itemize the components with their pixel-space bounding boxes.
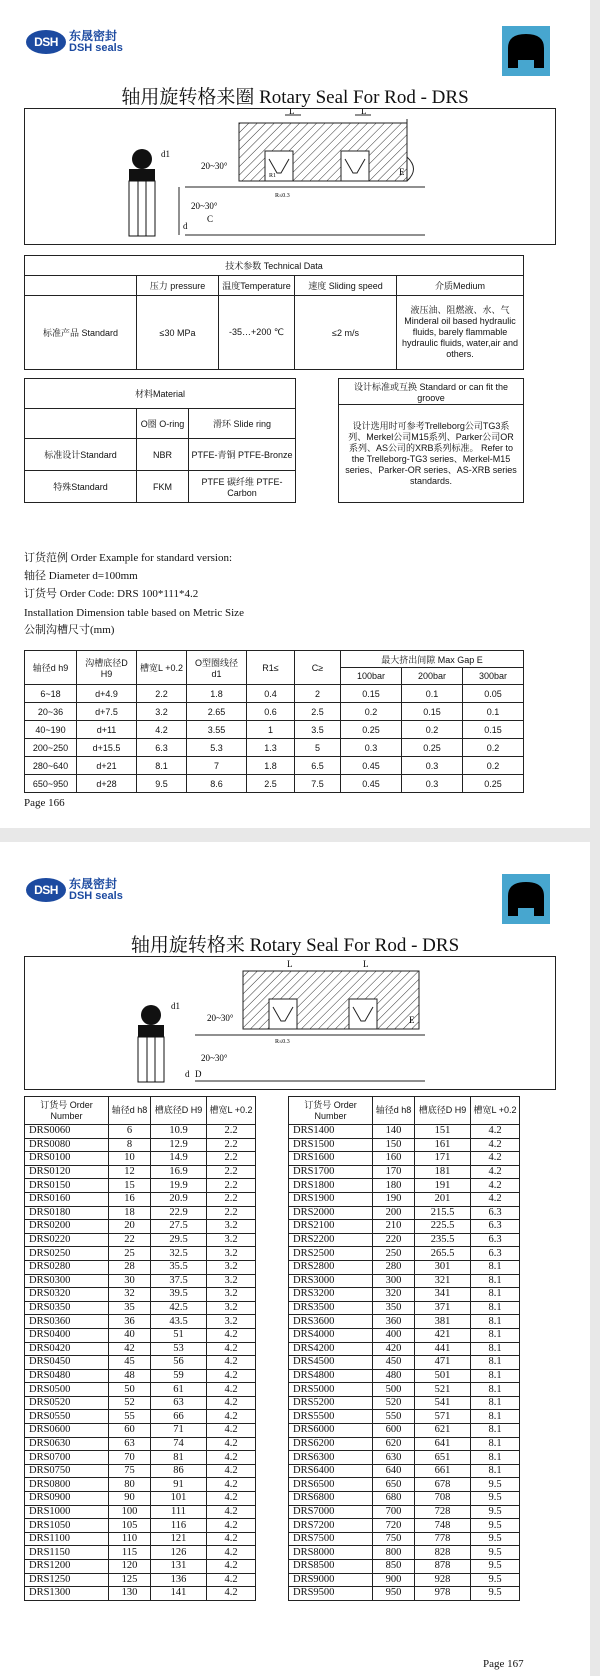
- table-row: DRS0360 36 43.5 3.2: [25, 1315, 256, 1329]
- table-row: DRS4800 480 501 8.1: [289, 1369, 520, 1383]
- dimension-table: 轴径d h9 沟槽底径D H9 槽宽L +0.2 O型圈线径 d1 R1≤ C≥ 最大挤出间隙 Max Gap E 100bar 200bar 300bar 6~18 d+4.9 2.2 1.8 0.4 2 0.15 0.1 0.05 20~36 d+7.5 3.2 2.65 0.6 2.5 0.2 0.15 0.1 40~190 d+11 4.2 3.55 1 3.5 0.25 0.2 0.15 200~250 d+15.5 6.3 5.3 1.3 5 0.3 0.25 0.2 280~640 d+21 8.1 7 1.8 6.5 0.45 0.3 0.2 650~950 d+28 9.5 8.6 2.5 7.5 0.45 0.3 0.25: [24, 650, 524, 793]
- table-row: DRS4200 420 441 8.1: [289, 1342, 520, 1356]
- svg-text:20~30°: 20~30°: [201, 1053, 228, 1063]
- table-row: DRS7000 700 728 9.5: [289, 1505, 520, 1519]
- table-row: DRS5000 500 521 8.1: [289, 1383, 520, 1397]
- order-table-right: 订货号 Order Number 轴径d h8 槽底径D H9 槽宽L +0.2 DRS1400 140 151 4.2 DRS1500 150 161 4.2 DRS1600 160 171 4.2 DRS1700 170 181 4.2 DRS1800 180 191 4.2 DRS1900 190 201 4.2 DRS2000 200 215.5 6.3 DRS2100 210 225.5 6.3 DRS2200 220 235.5 6.3 DRS2500 250 265.5 6.3 DRS2800 280 301 8.1 DRS3000 300 321 8.1 DRS3200 320 341 8.1 DRS3500 350 371 8.1 DRS3600 360 381 8.1 DRS4000 400 421 8.1 DRS4200 420 441 8.1 DRS4500 450 471 8.1 DRS4800 480 501 8.1 DRS5000 500 521 8.1 DRS5200 520 541 8.1 DRS5500 550 571 8.1 DRS6000 600 621 8.1 DRS6200 620 641 8.1 DRS6300 630 651 8.1 DRS6400 640 661 8.1 DRS6500 650 678 9.5 DRS6800 680 708 9.5 DRS7000 700 728 9.5 DRS7200 720 748 9.5 DRS7500 750 778 9.5 DRS8000 800 828 9.5 DRS8500 850 878 9.5 DRS9000 900 928 9.5 DRS9500 950 978 9.5: [288, 1096, 520, 1601]
- table-row: DRS1700 170 181 4.2: [289, 1165, 520, 1179]
- page-title: 轴用旋转格来圈 Rotary Seal For Rod - DRS: [121, 87, 469, 108]
- table-row: DRS6300 630 651 8.1: [289, 1451, 520, 1465]
- table-row: DRS1050 105 116 4.2: [25, 1519, 256, 1533]
- table-row: DRS0280 28 35.5 3.2: [25, 1260, 256, 1274]
- dimension-row: 40~190 d+11 4.2 3.55 1 3.5 0.25 0.2 0.15: [25, 721, 524, 739]
- standards-table: 设计标准或互换 Standard or can fit the groove 设计选用时可参考Trelleborg公司TG3系列、Merkel公司M15系列、Parker公司OR系列、AS公司的XRB系列标准。 Refer to the Trelleborg-TG3 series、Merkel-M15 series、Parker-OR series、AS-XRB series standards.: [338, 378, 524, 503]
- svg-text:d: d: [185, 1069, 190, 1079]
- page-number: Page 166: [24, 797, 65, 809]
- table-row: DRS5500 550 571 8.1: [289, 1410, 520, 1424]
- table-row: DRS0450 45 56 4.2: [25, 1356, 256, 1370]
- table-row: DRS1150 115 126 4.2: [25, 1546, 256, 1560]
- table-row: DRS8500 850 878 9.5: [289, 1560, 520, 1574]
- table-row: DRS0160 16 20.9 2.2: [25, 1192, 256, 1206]
- label-d: d: [183, 221, 188, 231]
- dimension-row: 650~950 d+28 9.5 8.6 2.5 7.5 0.45 0.3 0.25: [25, 775, 524, 793]
- table-row: DRS7500 750 778 9.5: [289, 1532, 520, 1546]
- table-row: DRS2800 280 301 8.1: [289, 1260, 520, 1274]
- table-row: DRS0250 25 32.5 3.2: [25, 1247, 256, 1261]
- table-row: DRS3200 320 341 8.1: [289, 1288, 520, 1302]
- catalog-page-167: [0, 842, 590, 1676]
- order-table-left: 订货号 Order Number 轴径d h8 槽底径D H9 槽宽L +0.2 DRS0060 6 10.9 2.2 DRS0080 8 12.9 2.2 DRS0100 10 14.9 2.2 DRS0120 12 16.9 2.2 DRS0150 15 19.9 2.2 DRS0160 16 20.9 2.2 DRS0180 18 22.9 2.2 DRS0200 20 27.5 3.2 DRS0220 22 29.5 3.2 DRS0250 25 32.5 3.2 DRS0280 28 35.5 3.2 DRS0300 30 37.5 3.2 DRS0320 32 39.5 3.2 DRS0350 35 42.5 3.2 DRS0360 36 43.5 3.2 DRS0400 40 51 4.2 DRS0420 42 53 4.2 DRS0450 45 56 4.2 DRS0480 48 59 4.2 DRS0500 50 61 4.2 DRS0520 52 63 4.2 DRS0550 55 66 4.2 DRS0600 60 71 4.2 DRS0630 63 74 4.2 DRS0700 70 81 4.2 DRS0750 75 86 4.2 DRS0800 80 91 4.2 DRS0900 90 101 4.2 DRS1000 100 111 4.2 DRS1050 105 116 4.2 DRS1100 110 121 4.2 DRS1150 115 126 4.2 DRS1200 120 131 4.2 DRS1250 125 136 4.2 DRS1300 130 141 4.2: [24, 1096, 256, 1601]
- logo-oval: DSH: [26, 30, 66, 54]
- seal-drawing: [24, 108, 556, 245]
- svg-text:D: D: [195, 1069, 202, 1079]
- table-row: DRS0080 8 12.9 2.2: [25, 1138, 256, 1152]
- table-row: DRS3000 300 321 8.1: [289, 1274, 520, 1288]
- dimension-row: 200~250 d+15.5 6.3 5.3 1.3 5 0.3 0.25 0.2: [25, 739, 524, 757]
- dsh-logo: DSH 东晟密封 DSH seals: [26, 878, 123, 902]
- svg-text:E: E: [409, 1015, 415, 1025]
- brand-cn: 东晟密封: [69, 29, 118, 43]
- table-row: DRS0100 10 14.9 2.2: [25, 1152, 256, 1166]
- table-row: DRS1000 100 111 4.2: [25, 1505, 256, 1519]
- brand-en: DSH seals: [69, 42, 123, 54]
- table-row: DRS3600 360 381 8.1: [289, 1315, 520, 1329]
- table-row: DRS0630 63 74 4.2: [25, 1437, 256, 1451]
- table-row: DRS6800 680 708 9.5: [289, 1492, 520, 1506]
- table-row: DRS1200 120 131 4.2: [25, 1560, 256, 1574]
- o-ring-section: [132, 149, 152, 169]
- table-row: DRS0480 48 59 4.2: [25, 1369, 256, 1383]
- dimension-row: 280~640 d+21 8.1 7 1.8 6.5 0.45 0.3 0.2: [25, 757, 524, 775]
- page-title: 轴用旋转格来 Rotary Seal For Rod - DRS: [130, 935, 460, 956]
- table-row: DRS7200 720 748 9.5: [289, 1519, 520, 1533]
- label-d1: d1: [161, 149, 170, 159]
- table-row: DRS2100 210 225.5 6.3: [289, 1220, 520, 1234]
- table-row: DRS1600 160 171 4.2: [289, 1152, 520, 1166]
- table-row: DRS0800 80 91 4.2: [25, 1478, 256, 1492]
- catalog-page-166: [0, 0, 590, 828]
- table-row: DRS0400 40 51 4.2: [25, 1328, 256, 1342]
- table-row: DRS3500 350 371 8.1: [289, 1301, 520, 1315]
- tech-title: 技术参数 Technical Data: [25, 256, 524, 276]
- svg-text:L: L: [363, 959, 369, 969]
- table-row: DRS0500 50 61 4.2: [25, 1383, 256, 1397]
- table-row: DRS2200 220 235.5 6.3: [289, 1233, 520, 1247]
- seal-drawing: [24, 956, 556, 1090]
- page-number: Page 167: [483, 1658, 524, 1670]
- install-heading: Installation Dimension table based on Metric Size 公制沟槽尺寸(mm): [24, 607, 244, 636]
- label-R1: R1: [269, 173, 277, 179]
- label-C: C: [207, 214, 214, 224]
- table-row: DRS0700 70 81 4.2: [25, 1451, 256, 1465]
- table-row: DRS1100 110 121 4.2: [25, 1532, 256, 1546]
- dimension-row: 20~36 d+7.5 3.2 2.65 0.6 2.5 0.2 0.15 0.1: [25, 703, 524, 721]
- table-row: DRS5200 520 541 8.1: [289, 1396, 520, 1410]
- table-row: DRS0320 32 39.5 3.2: [25, 1288, 256, 1302]
- svg-text:L: L: [361, 109, 367, 116]
- table-row: DRS0220 22 29.5 3.2: [25, 1233, 256, 1247]
- table-row: DRS0520 52 63 4.2: [25, 1396, 256, 1410]
- table-row: DRS1400 140 151 4.2: [289, 1125, 520, 1139]
- table-row: DRS0420 42 53 4.2: [25, 1342, 256, 1356]
- table-row: DRS2000 200 215.5 6.3: [289, 1206, 520, 1220]
- table-row: DRS0060 6 10.9 2.2: [25, 1125, 256, 1139]
- table-row: DRS9500 950 978 9.5: [289, 1587, 520, 1601]
- label-E: E: [399, 167, 405, 177]
- svg-text:L: L: [287, 959, 293, 969]
- table-row: DRS0200 20 27.5 3.2: [25, 1220, 256, 1234]
- label-angle2: 20~30°: [191, 201, 218, 211]
- table-row: DRS6400 640 661 8.1: [289, 1464, 520, 1478]
- table-row: DRS0600 60 71 4.2: [25, 1424, 256, 1438]
- table-row: DRS6000 600 621 8.1: [289, 1424, 520, 1438]
- table-row: DRS1900 190 201 4.2: [289, 1192, 520, 1206]
- table-row: DRS1500 150 161 4.2: [289, 1138, 520, 1152]
- label-R: R≤0.3: [275, 193, 290, 199]
- seal-profile-icon: [502, 26, 550, 76]
- table-row: DRS4500 450 471 8.1: [289, 1356, 520, 1370]
- table-row: DRS0350 35 42.5 3.2: [25, 1301, 256, 1315]
- table-row: DRS1800 180 191 4.2: [289, 1179, 520, 1193]
- table-row: DRS6200 620 641 8.1: [289, 1437, 520, 1451]
- table-row: DRS1300 130 141 4.2: [25, 1587, 256, 1601]
- tech-data-table: 技术参数 Technical Data 压力 pressure 温度Temperature 速度 Sliding speed 介质Medium 标准产品 Standard ≤30 MPa -35…+200 ℃ ≤2 m/s 液压油、阻燃液、水、气 Minderal oil based hydraulic fluids, barely flammable hydraulic fluids, water,air and others.: [24, 255, 524, 370]
- material-table: 材料Material O圈 O-ring 滑环 Slide ring 标准设计Standard NBR PTFE-青铜 PTFE-Bronze 特殊Standard FKM PTFE 碳纤维 PTFE-Carbon: [24, 378, 296, 503]
- table-row: DRS2500 250 265.5 6.3: [289, 1247, 520, 1261]
- table-row: DRS1250 125 136 4.2: [25, 1573, 256, 1587]
- dimension-row: 6~18 d+4.9 2.2 1.8 0.4 2 0.15 0.1 0.05: [25, 685, 524, 703]
- medium-cell: 液压油、阻燃液、水、气 Minderal oil based hydraulic fluids, barely flammable hydraulic fluids, water,air and others.: [397, 296, 524, 370]
- table-row: DRS0120 12 16.9 2.2: [25, 1165, 256, 1179]
- table-row: DRS0150 15 19.9 2.2: [25, 1179, 256, 1193]
- dsh-logo: [26, 30, 123, 54]
- table-row: DRS0550 55 66 4.2: [25, 1410, 256, 1424]
- order-example: 订货范例 Order Example for standard version: 轴径 Diameter d=100mm 订货号 Order Code: DRS 100*111*4.2: [24, 552, 233, 600]
- svg-text:R≤0.3: R≤0.3: [275, 1039, 290, 1045]
- label-L: L: [289, 109, 295, 116]
- svg-text:20~30°: 20~30°: [207, 1013, 234, 1023]
- table-row: DRS0300 30 37.5 3.2: [25, 1274, 256, 1288]
- table-row: DRS9000 900 928 9.5: [289, 1573, 520, 1587]
- seal-profile-icon: [502, 874, 550, 924]
- svg-text:d1: d1: [171, 1001, 180, 1011]
- table-row: DRS0180 18 22.9 2.2: [25, 1206, 256, 1220]
- table-row: DRS6500 650 678 9.5: [289, 1478, 520, 1492]
- table-row: DRS0900 90 101 4.2: [25, 1492, 256, 1506]
- table-row: DRS4000 400 421 8.1: [289, 1328, 520, 1342]
- table-row: DRS8000 800 828 9.5: [289, 1546, 520, 1560]
- table-row: DRS0750 75 86 4.2: [25, 1464, 256, 1478]
- label-angle1: 20~30°: [201, 161, 228, 171]
